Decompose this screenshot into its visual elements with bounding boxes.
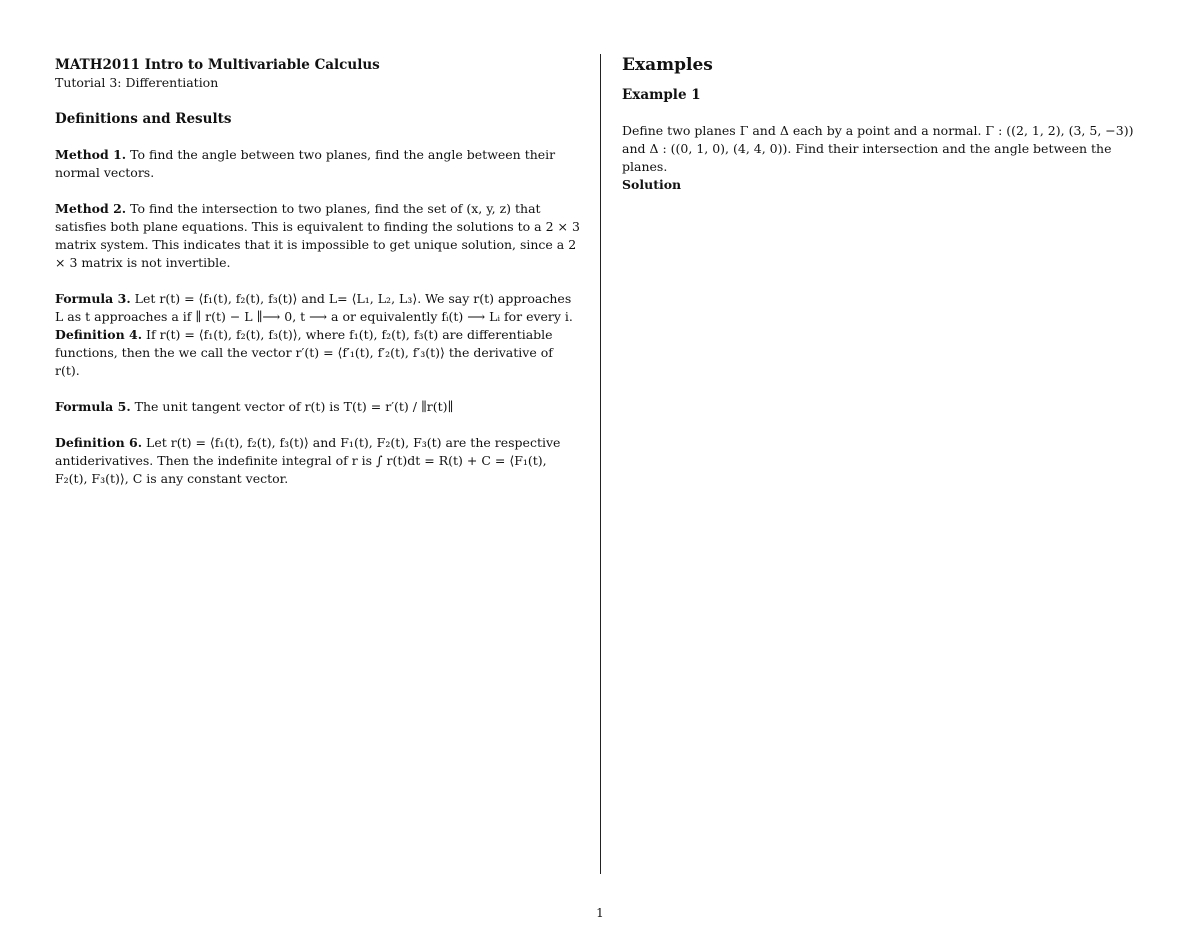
- left-column: [55, 56, 580, 488]
- course-title: MATH2011 Intro to Multivariable Calculus: [55, 57, 380, 73]
- method-2-text: To find the intersection to two planes, find the set of (x, y, z) that satisfies both plane equations. This is equivalent to finding the solutions to a 2 × 3 matrix system. This indicates that it is impossible to get unique solution, since a 2 × 3 matrix is not invertible.: [55, 201, 580, 270]
- formula-5-lead: Formula 5.: [55, 399, 131, 414]
- definition-6: [55, 434, 580, 488]
- definition-6-lead: Definition 6.: [55, 435, 143, 450]
- definition-4-text: If r(t) = ⟨f₁(t), f₂(t), f₃(t)⟩, where f₁(t), f₂(t), f₃(t) are differentiable functions, then the we call the vector r′(t) = ⟨f′₁(t), f′₂(t), f′₃(t)⟩ the derivative of r(t).: [55, 327, 553, 378]
- method-1-text: To find the angle between two planes, find the angle between their normal vectors.: [55, 147, 556, 180]
- page-number: 1: [596, 906, 604, 920]
- definition-4: [55, 326, 580, 380]
- solution-label: Solution: [622, 177, 682, 192]
- example-1-title: Example 1: [622, 87, 701, 103]
- example-1-text: Define two planes Γ and Δ each by a point and a normal. Γ : ((2, 1, 2), (3, 5, −3)) and Δ : ((0, 1, 0), (4, 4, 0)). Find their intersection and the angle between the planes.: [622, 123, 1134, 174]
- right-column: [622, 56, 1142, 194]
- examples-heading: Examples: [622, 55, 713, 75]
- column-divider: [600, 54, 601, 874]
- formula-3: [55, 290, 580, 326]
- method-2-lead: Method 2.: [55, 201, 127, 216]
- formula-3-lead: Formula 3.: [55, 291, 131, 306]
- tutorial-title: Tutorial 3: Differentiation: [55, 75, 219, 90]
- definition-6-text: Let r(t) = ⟨f₁(t), f₂(t), f₃(t)⟩ and F₁(t), F₂(t), F₃(t) are the respective antiderivatives. Then the indefinite integral of r is ∫ r(t)dt = R(t) + C = ⟨F₁(t), F₂(t), F₃(t)⟩, C is any constant vector.: [55, 435, 561, 486]
- formula-3-text: Let r(t) = ⟨f₁(t), f₂(t), f₃(t)⟩ and L= ⟨L₁, L₂, L₃⟩. We say r(t) approaches L as t approaches a if ∥ r(t) − L ∥⟶ 0, t ⟶ a or equivalently fᵢ(t) ⟶ Lᵢ for every i.: [55, 291, 573, 324]
- formula-5-text: The unit tangent vector of r(t) is T(t) = r′(t) / ∥r(t)∥: [130, 399, 454, 414]
- definitions-heading: Definitions and Results: [55, 111, 232, 127]
- method-2: [55, 200, 580, 272]
- method-1: [55, 146, 580, 182]
- definition-4-lead: Definition 4.: [55, 327, 143, 342]
- formula-5: [55, 398, 580, 416]
- method-1-lead: Method 1.: [55, 147, 127, 162]
